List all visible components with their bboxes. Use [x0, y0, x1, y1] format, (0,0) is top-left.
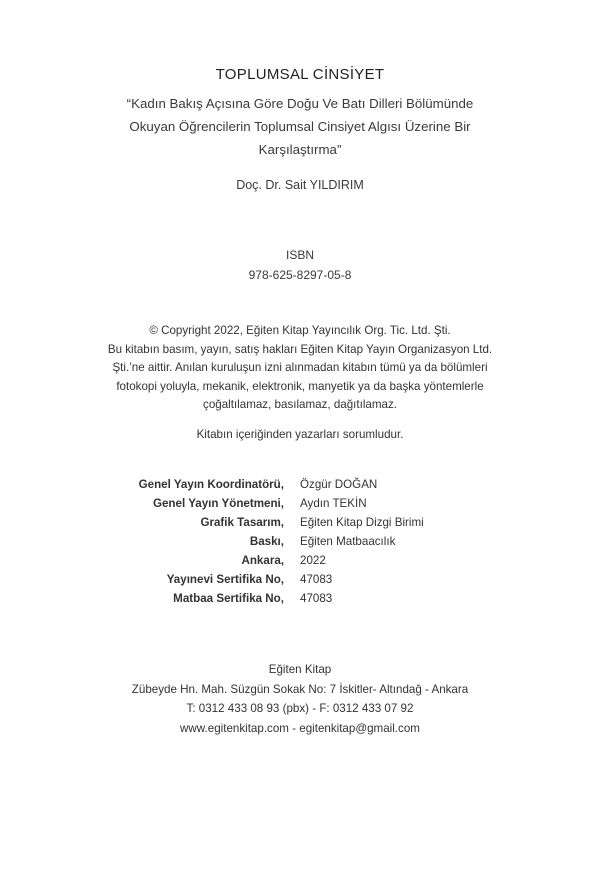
credit-value: 47083 — [300, 573, 333, 586]
credit-row — [0, 478, 600, 497]
credit-label: Matbaa Sertifika No, — [173, 592, 284, 605]
credit-label: Baskı, — [249, 535, 284, 548]
subtitle-line: Okuyan Öğrencilerin Toplumsal Cinsiyet Algısı Üzerine Bir — [129, 119, 471, 134]
subtitle-line: “Kadın Bakış Açısına Göre Doğu Ve Batı Dilleri Bölümünde — [126, 96, 474, 111]
credit-label: Grafik Tasarım, — [200, 516, 284, 529]
publisher-address: Zübeyde Hn. Mah. Süzgün Sokak No: 7 İskitler- Altındağ - Ankara — [131, 682, 469, 696]
credit-label: Ankara, — [241, 554, 284, 567]
responsibility-note: Kitabın içeriğinden yazarları sorumludur. — [196, 428, 404, 441]
copyright-line: © Copyright 2022, Eğiten Kitap Yayıncılık Org. Tic. Ltd. Şti. — [149, 324, 451, 337]
credit-value: Eğiten Kitap Dizgi Birimi — [300, 516, 424, 529]
credit-value: Eğiten Matbaacılık — [300, 535, 396, 548]
publisher-web: www.egitenkitap.com - egitenkitap@gmail.com — [180, 721, 420, 735]
book-title: TOPLUMSAL CİNSİYET — [215, 66, 385, 83]
credit-row — [0, 554, 600, 573]
publisher-info — [0, 660, 600, 738]
credit-value: 47083 — [300, 592, 333, 605]
credit-row — [0, 535, 600, 554]
credit-value: Özgür DOĞAN — [300, 478, 378, 491]
copyright-line: Şti.’ne aittir. Anılan kuruluşun izni alınmadan kitabın tümü ya da bölümleri — [112, 361, 488, 374]
credit-label: Yayınevi Sertifika No, — [166, 573, 284, 586]
credit-row — [0, 497, 600, 516]
credit-row — [0, 592, 600, 611]
credit-row — [0, 573, 600, 592]
copyright-line: çoğaltılamaz, basılamaz, dağıtılamaz. — [203, 398, 397, 411]
credit-value: 2022 — [300, 554, 326, 567]
publisher-phone: T: 0312 433 08 93 (pbx) - F: 0312 433 07 92 — [186, 702, 414, 716]
author-name: Doç. Dr. Sait YILDIRIM — [236, 178, 364, 192]
isbn-label: ISBN — [285, 248, 314, 262]
credit-label: Genel Yayın Yönetmeni, — [152, 497, 284, 510]
copyright-notice — [0, 322, 600, 415]
isbn-number: 978-625-8297-05-8 — [248, 268, 352, 282]
credit-value: Aydın TEKİN — [300, 497, 367, 510]
subtitle-line: Karşılaştırma” — [258, 142, 342, 157]
copyright-line: fotokopi yoluyla, mekanik, elektronik, manyetik ya da başka yöntemlerle — [116, 379, 484, 393]
publisher-name: Eğiten Kitap — [268, 663, 332, 676]
credit-label: Genel Yayın Koordinatörü, — [138, 478, 284, 491]
book-subtitle — [0, 92, 600, 161]
copyright-line: Bu kitabın basım, yayın, satış hakları Eğiten Kitap Yayın Organizasyon Ltd. — [107, 342, 493, 356]
credit-row — [0, 516, 600, 535]
